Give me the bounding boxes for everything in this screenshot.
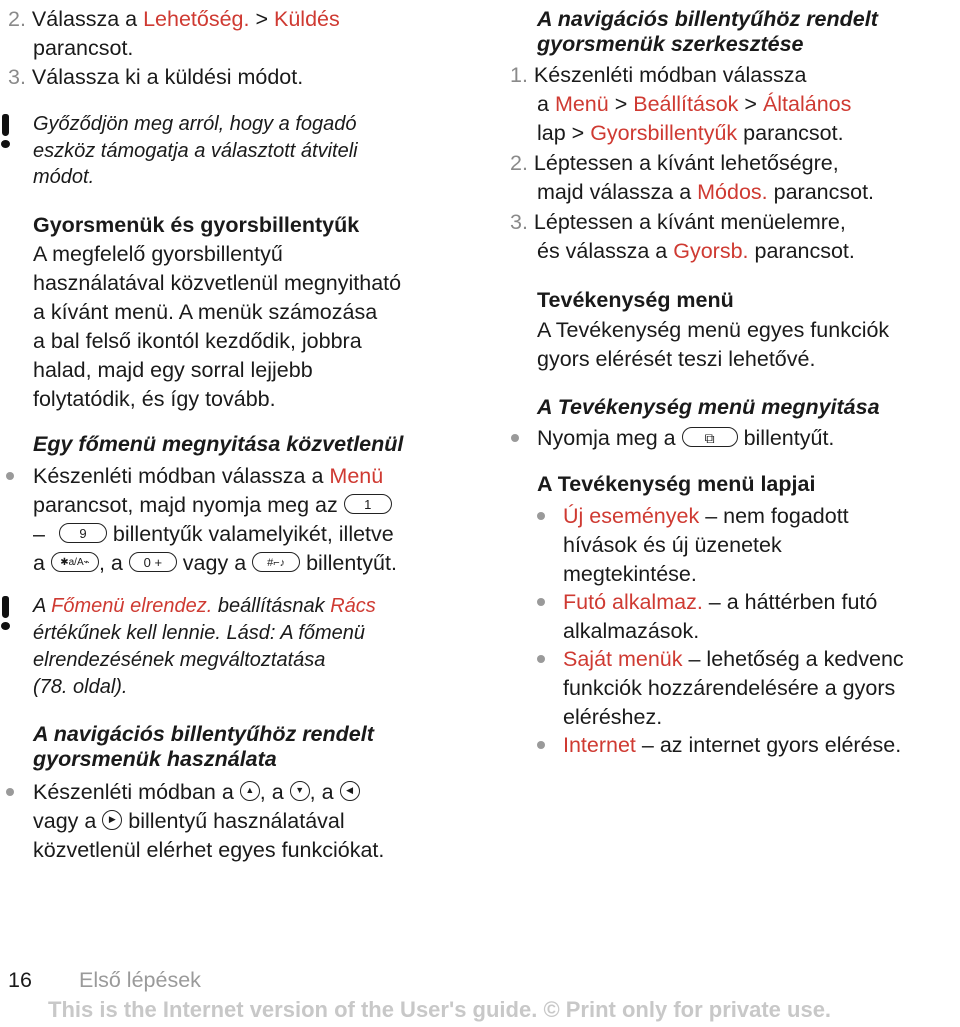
- body-line: A Tevékenység menü egyes funkciók: [537, 318, 890, 342]
- bullet: [511, 434, 519, 442]
- bullet-line: Készenléti módban a ▲ , a ▼ , a ◀: [33, 778, 360, 807]
- bullet: [6, 472, 14, 480]
- step-3: 3. Léptessen a kívánt menüelemre,: [510, 210, 846, 234]
- nav-left-icon: ◀: [340, 781, 360, 801]
- heading-nav-hasznalata-2: gyorsmenük használata: [33, 747, 277, 771]
- heading-tevekenyseg-megnyitasa: A Tevékenység menü megnyitása: [537, 395, 880, 419]
- step-2-line2: majd válassza a Módos. parancsot.: [537, 180, 875, 204]
- list-item: Saját menük – lehetőség a kedvenc: [563, 647, 904, 671]
- body-line: A megfelelő gyorsbillentyű: [33, 242, 283, 266]
- step-2: 2. Válassza a Lehetőség. > Küldés: [8, 7, 340, 31]
- menu-link-kuldes: Küldés: [274, 7, 340, 31]
- warning-2-line1: A Főmenü elrendez. beállításnak Rács: [33, 595, 376, 617]
- warning-2-line3: elrendezésének megváltoztatása: [33, 649, 326, 671]
- warning-icon: [1, 114, 11, 148]
- bullet: [537, 655, 545, 663]
- bullet: [537, 512, 545, 520]
- list-item-line: funkciók hozzárendelésére a gyors: [563, 676, 896, 700]
- menu-link-racs: Rács: [330, 595, 376, 617]
- menu-link-gyorsbillentyuk: Gyorsbillentyűk: [590, 121, 738, 145]
- heading-nav-szerkesztese-2: gyorsmenük szerkesztése: [537, 32, 804, 56]
- step-1-line3: lap > Gyorsbillentyűk parancsot.: [537, 121, 844, 145]
- bullet: [537, 598, 545, 606]
- list-item-line: eléréshez.: [563, 705, 663, 729]
- warning-1-line1: Győződjön meg arról, hogy a fogadó: [33, 113, 357, 135]
- menu-link-altalanos: Általános: [762, 92, 852, 116]
- heading-tevekenyseg-lapjai: A Tevékenység menü lapjai: [537, 472, 816, 496]
- step-3-line2: és válassza a Gyorsb. parancsot.: [537, 239, 855, 263]
- step-1-line2: a Menü > Beállítások > Általános: [537, 92, 852, 116]
- heading-tevekenyseg-menu: Tevékenység menü: [537, 288, 734, 312]
- key-star-icon: ✱a/A⌁: [51, 552, 99, 572]
- warning-2-line2: értékűnek kell lennie. Lásd: A főmenü: [33, 622, 366, 644]
- step-2: 2. Léptessen a kívánt lehetőségre,: [510, 151, 839, 175]
- key-9-icon: 9: [59, 523, 107, 543]
- warning-1-line3: módot.: [33, 166, 95, 188]
- body-line: halad, majd egy sorral lejjebb: [33, 358, 313, 382]
- heading-nav-hasznalata-1: A navigációs billentyűhöz rendelt: [33, 722, 374, 746]
- body-line: folytatódik, és így tovább.: [33, 387, 276, 411]
- bullet-line: vagy a ▶ billentyű használatával: [33, 809, 345, 833]
- footer-note: This is the Internet version of the User's guide. © Print only for private use.: [48, 997, 832, 1022]
- warning-1-line2: eszköz támogatja a választott átviteli: [33, 140, 358, 162]
- body-line: gyors elérését teszi lehetővé.: [537, 347, 816, 371]
- bullet-line: közvetlenül elérhet egyes funkciókat.: [33, 838, 385, 862]
- bullet-line: Nyomja meg a ⧉ billentyűt.: [537, 426, 835, 450]
- menu-link-menu: Menü: [554, 92, 609, 116]
- body-line: a kívánt menü. A menük számozása: [33, 300, 378, 324]
- step-3: 3. Válassza ki a küldési módot.: [8, 65, 304, 89]
- step-2-line2: parancsot.: [33, 36, 134, 60]
- key-1-icon: 1: [344, 494, 392, 514]
- bullet-line: – 9 billentyűk valamelyikét, illetve: [33, 522, 394, 546]
- key-zero-icon: 0 +: [129, 552, 177, 572]
- menu-link-menu: Menü: [329, 464, 384, 488]
- list-item: Internet – az internet gyors elérése.: [563, 733, 902, 757]
- body-line: használatával közvetlenül megnyitható: [33, 271, 402, 295]
- list-item: Futó alkalmaz. – a háttérben futó: [563, 590, 878, 614]
- bullet-line: parancsot, majd nyomja meg az 1: [33, 491, 392, 520]
- nav-right-icon: ▶: [102, 810, 122, 830]
- list-item-line: megtekintése.: [563, 562, 697, 586]
- nav-up-icon: ▲: [240, 781, 260, 801]
- bullet-line: Készenléti módban válassza a Menü: [33, 464, 384, 488]
- key-hash-icon: #⌐♪: [252, 552, 300, 572]
- menu-link-sajat-menuk: Saját menük: [563, 647, 683, 671]
- list-item-line: alkalmazások.: [563, 619, 700, 643]
- bullet-line: a ✱a/A⌁ , a 0 + vagy a #⌐♪ billentyűt.: [33, 551, 397, 575]
- menu-link-futo-alkalmaz: Futó alkalmaz.: [563, 590, 703, 614]
- activity-key-icon: ⧉: [682, 427, 738, 447]
- heading-fomenu-megnyitasa: Egy főmenü megnyitása közvetlenül: [33, 432, 404, 456]
- menu-link-lehetoseg: Lehetőség.: [143, 7, 250, 31]
- menu-link-uj-esemenyek: Új események: [563, 504, 700, 528]
- page-number: 16: [8, 968, 32, 992]
- heading-gyorsmenuk: Gyorsmenük és gyorsbillentyűk: [33, 213, 360, 237]
- step-1: 1. Készenléti módban válassza: [510, 63, 807, 87]
- body-line: a bal felső ikontól kezdődik, jobbra: [33, 329, 362, 353]
- menu-link-fomenu-elrendez: Főmenü elrendez.: [51, 595, 213, 617]
- menu-link-modos: Módos.: [697, 180, 768, 204]
- warning-icon: [1, 596, 11, 630]
- warning-2-line4: (78. oldal).: [33, 676, 128, 698]
- menu-link-beallitasok: Beállítások: [633, 92, 739, 116]
- list-item-line: hívások és új üzenetek: [563, 533, 782, 557]
- bullet: [537, 741, 545, 749]
- list-item: Új események – nem fogadott: [563, 504, 849, 528]
- bullet: [6, 788, 14, 796]
- nav-down-icon: ▼: [290, 781, 310, 801]
- heading-nav-szerkesztese-1: A navigációs billentyűhöz rendelt: [537, 7, 878, 31]
- section-title: Első lépések: [79, 968, 201, 992]
- menu-link-internet: Internet: [563, 733, 636, 757]
- menu-link-gyorsb: Gyorsb.: [673, 239, 749, 263]
